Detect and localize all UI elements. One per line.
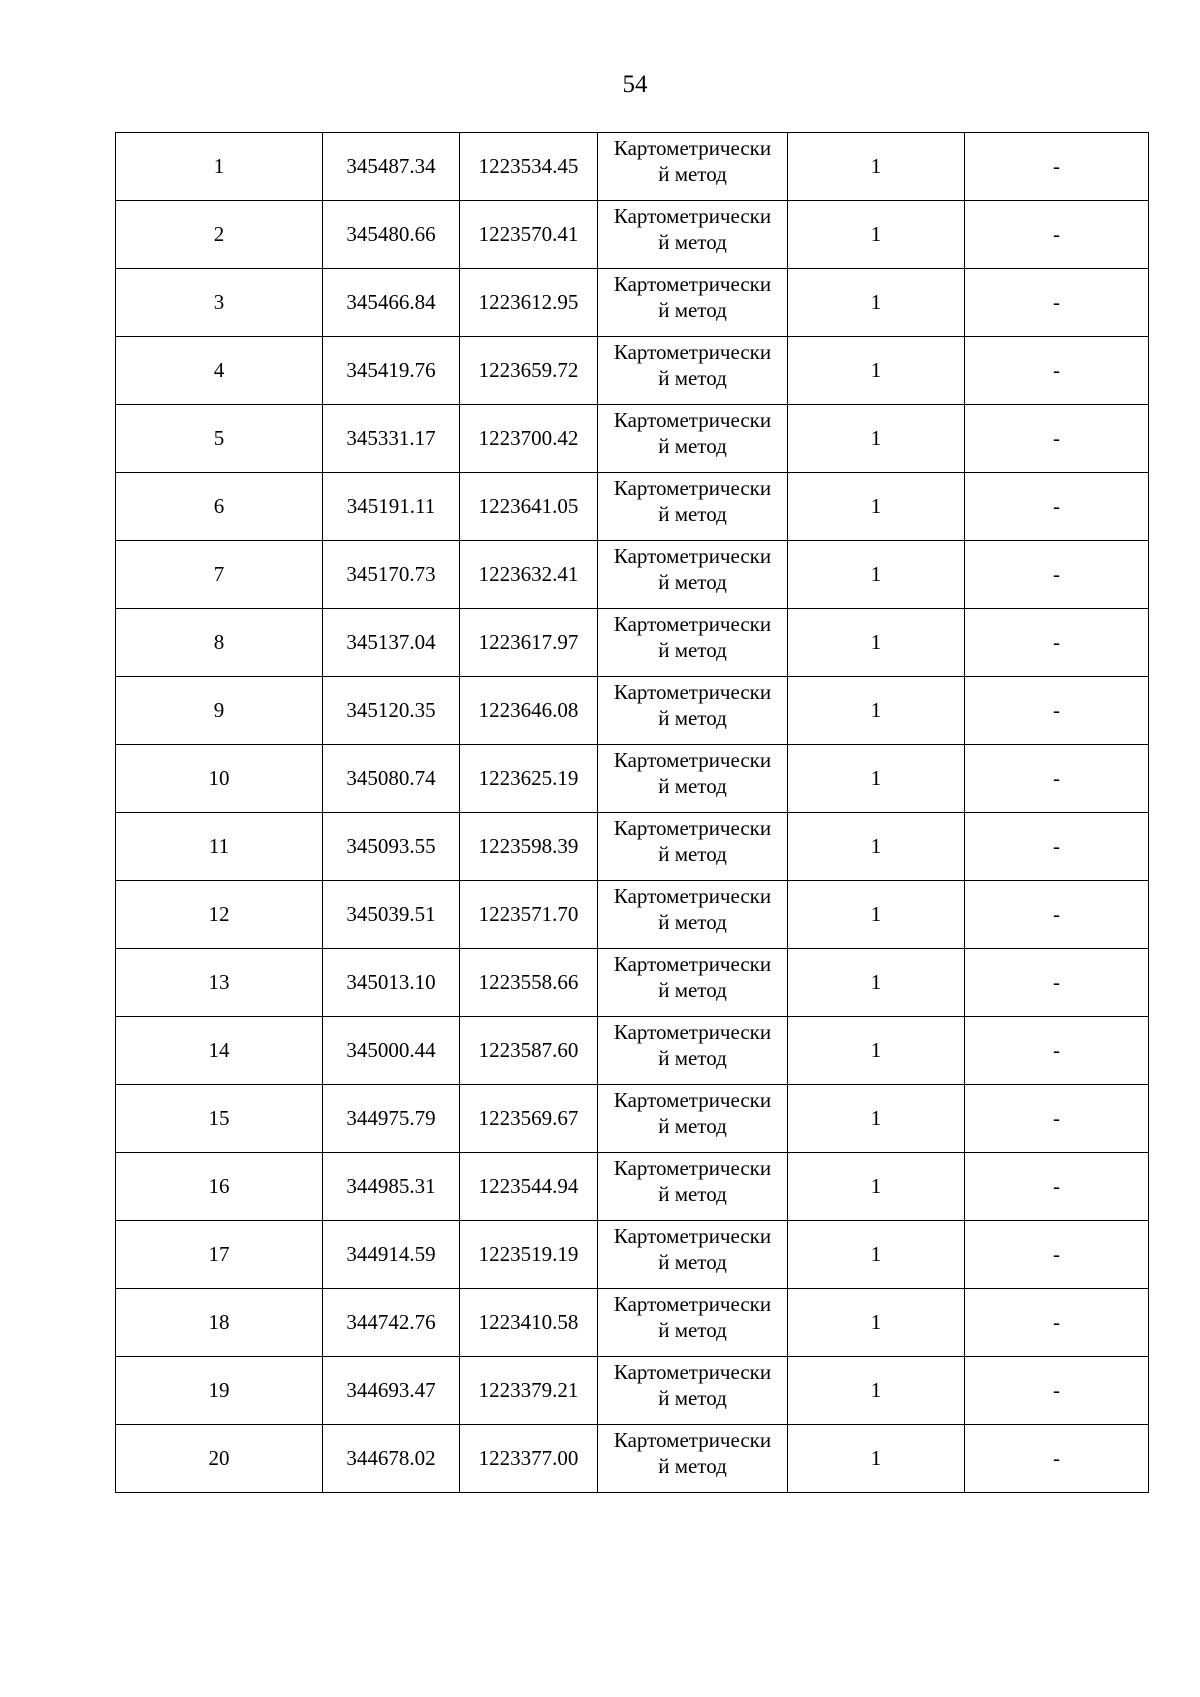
method-text-line-1: Картометрически — [613, 1020, 772, 1044]
point-number-cell: 12 — [116, 881, 323, 949]
method-text-line-2: й метод — [658, 366, 727, 390]
y-coordinate-cell: 1223558.66 — [460, 949, 598, 1017]
table-row — [116, 541, 1149, 609]
y-coordinate-cell: 1223379.21 — [460, 1357, 598, 1425]
x-coordinate-cell: 345080.74 — [323, 745, 460, 813]
note-cell: - — [965, 1085, 1149, 1153]
point-number-cell: 19 — [116, 1357, 323, 1425]
method-cell — [598, 1017, 788, 1085]
table-row — [116, 745, 1149, 813]
method-text-line-2: й метод — [658, 434, 727, 458]
y-coordinate-cell: 1223646.08 — [460, 677, 598, 745]
x-coordinate-cell: 345039.51 — [323, 881, 460, 949]
method-text-line-1: Картометрически — [613, 1428, 772, 1452]
point-number-cell: 20 — [116, 1425, 323, 1493]
x-coordinate-cell: 344914.59 — [323, 1221, 460, 1289]
note-cell: - — [965, 337, 1149, 405]
method-text-line-1: Картометрически — [613, 204, 772, 228]
method-text-line-2: й метод — [658, 1114, 727, 1138]
table-row — [116, 337, 1149, 405]
point-number-cell: 15 — [116, 1085, 323, 1153]
method-text-line-2: й метод — [658, 1318, 727, 1342]
method-cell — [598, 677, 788, 745]
method-text-line-1: Картометрически — [613, 408, 772, 432]
x-coordinate-cell: 345487.34 — [323, 133, 460, 201]
method-text-line-1: Картометрически — [613, 340, 772, 364]
method-text-line-1: Картометрически — [613, 612, 772, 636]
x-coordinate-cell: 345331.17 — [323, 405, 460, 473]
accuracy-cell: 1 — [788, 609, 965, 677]
note-cell: - — [965, 881, 1149, 949]
method-text-line-2: й метод — [658, 638, 727, 662]
method-cell — [598, 949, 788, 1017]
accuracy-cell: 1 — [788, 677, 965, 745]
method-cell — [598, 405, 788, 473]
note-cell: - — [965, 473, 1149, 541]
x-coordinate-cell: 344678.02 — [323, 1425, 460, 1493]
note-cell: - — [965, 269, 1149, 337]
method-text-line-2: й метод — [658, 298, 727, 322]
table-row — [116, 949, 1149, 1017]
page-number: 54 — [622, 71, 648, 98]
method-text-line-1: Картометрически — [613, 1088, 772, 1112]
method-text-line-2: й метод — [658, 910, 727, 934]
accuracy-cell: 1 — [788, 881, 965, 949]
method-text-line-2: й метод — [658, 570, 727, 594]
table-row — [116, 1153, 1149, 1221]
x-coordinate-cell: 345466.84 — [323, 269, 460, 337]
method-cell — [598, 1289, 788, 1357]
method-text-line-1: Картометрически — [613, 952, 772, 976]
point-number-cell: 3 — [116, 269, 323, 337]
accuracy-cell: 1 — [788, 473, 965, 541]
point-number-cell: 9 — [116, 677, 323, 745]
table-row — [116, 269, 1149, 337]
accuracy-cell: 1 — [788, 269, 965, 337]
method-text-line-2: й метод — [658, 1182, 727, 1206]
table-row — [116, 881, 1149, 949]
note-cell: - — [965, 541, 1149, 609]
y-coordinate-cell: 1223641.05 — [460, 473, 598, 541]
point-number-cell: 17 — [116, 1221, 323, 1289]
method-cell — [598, 201, 788, 269]
y-coordinate-cell: 1223700.42 — [460, 405, 598, 473]
point-number-cell: 11 — [116, 813, 323, 881]
method-cell — [598, 1425, 788, 1493]
method-cell — [598, 881, 788, 949]
method-text-line-1: Картометрически — [613, 1156, 772, 1180]
accuracy-cell: 1 — [788, 813, 965, 881]
method-text-line-2: й метод — [658, 502, 727, 526]
note-cell: - — [965, 609, 1149, 677]
x-coordinate-cell: 344693.47 — [323, 1357, 460, 1425]
method-text-line-1: Картометрически — [613, 816, 772, 840]
y-coordinate-cell: 1223571.70 — [460, 881, 598, 949]
method-text-line-2: й метод — [658, 1454, 727, 1478]
table-row — [116, 1425, 1149, 1493]
method-text-line-2: й метод — [658, 1386, 727, 1410]
method-text-line-2: й метод — [658, 706, 727, 730]
y-coordinate-cell: 1223617.97 — [460, 609, 598, 677]
point-number-cell: 2 — [116, 201, 323, 269]
method-text-line-1: Картометрически — [613, 680, 772, 704]
method-cell — [598, 813, 788, 881]
method-cell — [598, 541, 788, 609]
note-cell: - — [965, 677, 1149, 745]
y-coordinate-cell: 1223519.19 — [460, 1221, 598, 1289]
table-row — [116, 677, 1149, 745]
table-row — [116, 473, 1149, 541]
y-coordinate-cell: 1223659.72 — [460, 337, 598, 405]
accuracy-cell: 1 — [788, 1153, 965, 1221]
method-text-line-2: й метод — [658, 1250, 727, 1274]
method-text-line-2: й метод — [658, 1046, 727, 1070]
x-coordinate-cell: 345191.11 — [323, 473, 460, 541]
x-coordinate-cell: 344985.31 — [323, 1153, 460, 1221]
point-number-cell: 6 — [116, 473, 323, 541]
x-coordinate-cell: 345120.35 — [323, 677, 460, 745]
accuracy-cell: 1 — [788, 1425, 965, 1493]
note-cell: - — [965, 133, 1149, 201]
method-cell — [598, 337, 788, 405]
table-row — [116, 1357, 1149, 1425]
point-number-cell: 10 — [116, 745, 323, 813]
x-coordinate-cell: 345013.10 — [323, 949, 460, 1017]
y-coordinate-cell: 1223632.41 — [460, 541, 598, 609]
accuracy-cell: 1 — [788, 337, 965, 405]
point-number-cell: 18 — [116, 1289, 323, 1357]
table-row — [116, 1017, 1149, 1085]
y-coordinate-cell: 1223377.00 — [460, 1425, 598, 1493]
method-text-line-1: Картометрически — [613, 544, 772, 568]
method-text-line-1: Картометрически — [613, 136, 772, 160]
note-cell: - — [965, 1357, 1149, 1425]
point-number-cell: 5 — [116, 405, 323, 473]
point-number-cell: 7 — [116, 541, 323, 609]
note-cell: - — [965, 1017, 1149, 1085]
method-cell — [598, 1153, 788, 1221]
x-coordinate-cell: 345093.55 — [323, 813, 460, 881]
x-coordinate-cell: 345480.66 — [323, 201, 460, 269]
y-coordinate-cell: 1223410.58 — [460, 1289, 598, 1357]
note-cell: - — [965, 405, 1149, 473]
accuracy-cell: 1 — [788, 1017, 965, 1085]
accuracy-cell: 1 — [788, 1085, 965, 1153]
accuracy-cell: 1 — [788, 1357, 965, 1425]
y-coordinate-cell: 1223534.45 — [460, 133, 598, 201]
table-row — [116, 813, 1149, 881]
y-coordinate-cell: 1223569.67 — [460, 1085, 598, 1153]
method-text-line-1: Картометрически — [613, 748, 772, 772]
method-text-line-1: Картометрически — [613, 1292, 772, 1316]
y-coordinate-cell: 1223612.95 — [460, 269, 598, 337]
accuracy-cell: 1 — [788, 1289, 965, 1357]
point-number-cell: 1 — [116, 133, 323, 201]
coordinates-table — [115, 132, 1149, 1493]
table-row — [116, 1289, 1149, 1357]
note-cell: - — [965, 1289, 1149, 1357]
x-coordinate-cell: 344975.79 — [323, 1085, 460, 1153]
method-cell — [598, 1357, 788, 1425]
method-cell — [598, 609, 788, 677]
note-cell: - — [965, 1153, 1149, 1221]
method-text-line-1: Картометрически — [613, 272, 772, 296]
accuracy-cell: 1 — [788, 133, 965, 201]
y-coordinate-cell: 1223544.94 — [460, 1153, 598, 1221]
method-text-line-2: й метод — [658, 162, 727, 186]
table-row — [116, 609, 1149, 677]
point-number-cell: 14 — [116, 1017, 323, 1085]
method-text-line-1: Картометрически — [613, 476, 772, 500]
method-text-line-2: й метод — [658, 230, 727, 254]
accuracy-cell: 1 — [788, 405, 965, 473]
method-cell — [598, 269, 788, 337]
y-coordinate-cell: 1223598.39 — [460, 813, 598, 881]
table-row — [116, 1085, 1149, 1153]
accuracy-cell: 1 — [788, 1221, 965, 1289]
x-coordinate-cell: 345170.73 — [323, 541, 460, 609]
method-text-line-1: Картометрически — [613, 1360, 772, 1384]
note-cell: - — [965, 1221, 1149, 1289]
accuracy-cell: 1 — [788, 949, 965, 1017]
method-cell — [598, 473, 788, 541]
method-cell — [598, 1085, 788, 1153]
accuracy-cell: 1 — [788, 541, 965, 609]
method-cell — [598, 133, 788, 201]
note-cell: - — [965, 201, 1149, 269]
x-coordinate-cell: 345000.44 — [323, 1017, 460, 1085]
method-text-line-2: й метод — [658, 774, 727, 798]
method-text-line-2: й метод — [658, 978, 727, 1002]
table-row — [116, 405, 1149, 473]
x-coordinate-cell: 345137.04 — [323, 609, 460, 677]
y-coordinate-cell: 1223570.41 — [460, 201, 598, 269]
y-coordinate-cell: 1223625.19 — [460, 745, 598, 813]
accuracy-cell: 1 — [788, 201, 965, 269]
table-row — [116, 1221, 1149, 1289]
note-cell: - — [965, 745, 1149, 813]
method-text-line-1: Картометрически — [613, 884, 772, 908]
table-body — [116, 133, 1149, 1493]
table-row — [116, 201, 1149, 269]
point-number-cell: 8 — [116, 609, 323, 677]
x-coordinate-cell: 344742.76 — [323, 1289, 460, 1357]
note-cell: - — [965, 949, 1149, 1017]
point-number-cell: 13 — [116, 949, 323, 1017]
method-text-line-2: й метод — [658, 842, 727, 866]
note-cell: - — [965, 1425, 1149, 1493]
point-number-cell: 16 — [116, 1153, 323, 1221]
accuracy-cell: 1 — [788, 745, 965, 813]
method-cell — [598, 745, 788, 813]
point-number-cell: 4 — [116, 337, 323, 405]
x-coordinate-cell: 345419.76 — [323, 337, 460, 405]
method-text-line-1: Картометрически — [613, 1224, 772, 1248]
method-cell — [598, 1221, 788, 1289]
y-coordinate-cell: 1223587.60 — [460, 1017, 598, 1085]
note-cell: - — [965, 813, 1149, 881]
table-row — [116, 133, 1149, 201]
